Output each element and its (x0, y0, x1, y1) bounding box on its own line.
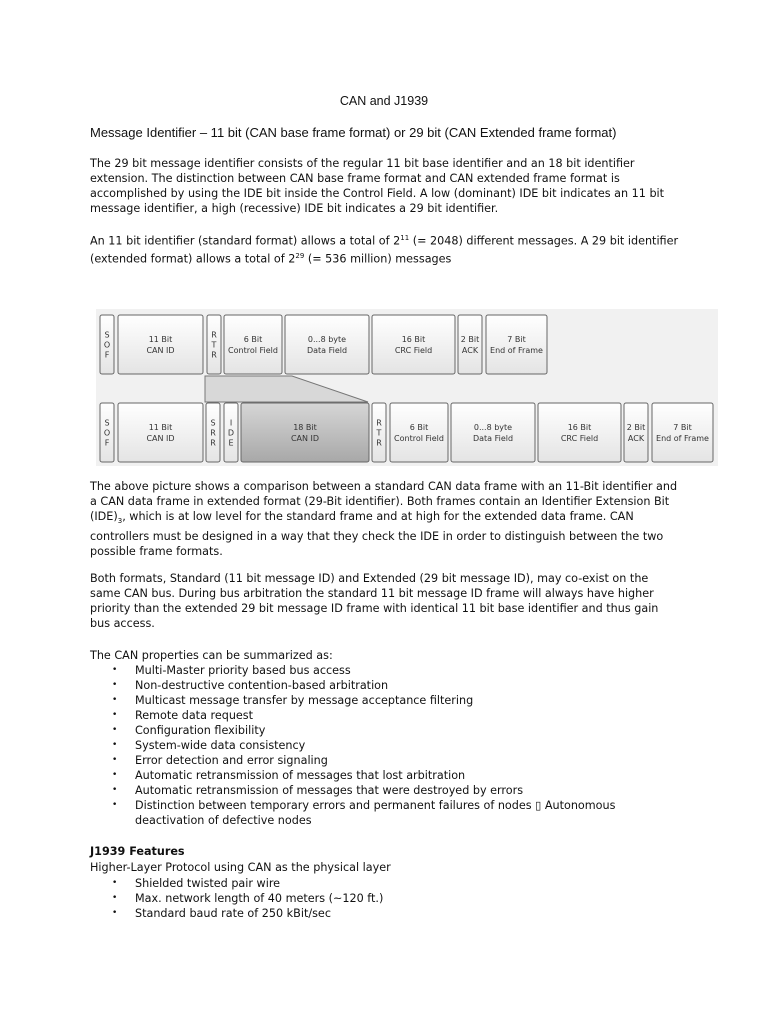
std-can-id-box-label: CAN ID (146, 346, 175, 355)
ext-crc-field-box (538, 403, 621, 462)
superscript: 29 (295, 251, 305, 260)
std-sof-box-label: O (103, 340, 111, 350)
subscript: 3 (117, 517, 123, 526)
ext-crc-field-box-label: 16 Bit (567, 423, 592, 432)
std-eof-box-label: 7 Bit (507, 335, 526, 344)
list-item: • Multi-Master priority based bus access (90, 663, 650, 678)
can-frame-diagram (0, 0, 768, 470)
text: (= 2048) different messages. A 29 bit identifier (extended format) allows a total of 2 (90, 234, 679, 266)
ext-rtr-box-label: R (376, 438, 382, 448)
ext-18bit-can-id-box-label: CAN ID (290, 434, 320, 443)
std-crc-field-box-label: 16 Bit (401, 335, 426, 344)
ext-ack-box-label: ACK (627, 434, 645, 443)
ext-rtr-box-label: R (376, 418, 382, 428)
list-item: • Error detection and error signaling (90, 753, 650, 768)
ext-data-field-box-label: Data Field (472, 434, 514, 443)
std-sof-box-label: F (104, 350, 110, 360)
ext-sof-box-label: F (104, 438, 110, 448)
ext-eof-box-label: End of Frame (656, 434, 709, 443)
paragraph-identifier-text: The 29 bit message identifier consists of the regular 11 bit base identifier and an 18 bit identifier extension. The distinction between CAN base frame format and CAN extended frame format is accomplished by using the IDE bit inside the Control Field. A low (dominant) IDE bit indicates an 11 bit message identifier, a high (recessive) IDE bit indicates a 29 bit identifier. (90, 157, 665, 215)
std-control-field-box-label: 6 Bit (243, 335, 263, 344)
std-crc-field-box (372, 315, 455, 374)
list-item: • Multicast message transfer by message acceptance filtering (90, 693, 650, 708)
ext-crc-field-box-label: CRC Field (560, 434, 599, 443)
std-rtr-box-label: R (211, 330, 217, 340)
ext-srr-box-label: R (210, 438, 216, 448)
ext-ide-box-label: D (227, 428, 235, 438)
paragraph-coexistence (90, 571, 680, 631)
list-item: • Non-destructive contention-based arbitration (90, 678, 650, 693)
ext-sof-box-label: O (103, 428, 111, 438)
std-eof-box-label: End of Frame (490, 346, 543, 355)
paragraph-frame-comparison (90, 479, 680, 559)
ext-can-id-box-label: CAN ID (146, 434, 175, 443)
list-item: • Automatic retransmission of messages that were destroyed by errors (90, 783, 650, 798)
std-data-field-box-label: Data Field (306, 346, 348, 355)
ext-can-id-box-label: 11 Bit (148, 423, 173, 432)
std-can-id-box-label: 11 Bit (148, 335, 173, 344)
text: (= 536 million) messages (304, 252, 452, 266)
ext-sof-box-label: S (104, 418, 110, 428)
ext-can-id-box (118, 403, 203, 462)
superscript: 11 (400, 234, 410, 242)
ext-ack-box-label: 2 Bit (626, 423, 646, 432)
ext-data-field-box (451, 403, 535, 462)
std-data-field-box-label: 0...8 byte (307, 335, 347, 344)
std-eof-box (486, 315, 547, 374)
j1939-features-list (90, 876, 650, 921)
list-item: • Configuration flexibility (90, 723, 650, 738)
paragraph-properties-intro-text: The CAN properties can be summarized as: (90, 649, 333, 662)
std-sof-box-label: S (104, 330, 110, 340)
ext-eof-box-label: 7 Bit (673, 423, 692, 432)
text: An 11 bit identifier (standard format) allows a total of 2 (90, 234, 401, 248)
ext-18bit-can-id-box-label: 18 Bit (293, 423, 317, 432)
std-control-field-box-label: Control Field (228, 346, 278, 355)
list-item: • Standard baud rate of 250 kBit/sec (90, 906, 650, 921)
std-ack-box (458, 315, 482, 374)
list-item: • Max. network length of 40 meters (~120 ft.) (90, 891, 650, 906)
ext-control-field-box-label: 6 Bit (409, 423, 429, 432)
std-rtr-box-label: R (211, 350, 217, 360)
ext-ide-box-label: I (229, 418, 233, 428)
ext-control-field-box (390, 403, 448, 462)
ext-ide-box-label: E (228, 438, 234, 448)
ext-rtr-box-label: T (376, 428, 382, 438)
ext-18bit-can-id-box (241, 403, 369, 462)
j1939-intro: Higher-Layer Protocol using CAN as the physical layer (90, 861, 391, 874)
section-subtitle: Message Identifier – 11 bit (CAN base frame format) or 29 bit (CAN Extended frame format) (90, 125, 617, 140)
list-item: • Automatic retransmission of messages that lost arbitration (90, 768, 650, 783)
ext-ack-box (624, 403, 648, 462)
can-properties-list (90, 663, 650, 828)
ext-control-field-box-label: Control Field (394, 434, 444, 443)
j1939-heading: J1939 Features (90, 845, 185, 858)
text: The above picture shows a comparison between a standard CAN data frame with an 11-Bit identifier and a CAN data frame in extended format (29-Bit identifier). Both frames contain an Identifier Extension Bit (IDE) (90, 480, 678, 523)
list-item: • Distinction between temporary errors and permanent failures of nodes ▯ Autonomous deactivation of defective nodes (90, 798, 650, 828)
std-crc-field-box-label: CRC Field (394, 346, 433, 355)
std-data-field-box (285, 315, 369, 374)
list-item: • Shielded twisted pair wire (90, 876, 650, 891)
paragraph-coexistence-text: Both formats, Standard (11 bit message ID) and Extended (29 bit message ID), may co-exist on the same CAN bus. During bus arbitration the standard 11 bit message ID frame will always have higher priority than the extended 29 bit message ID frame with identical 11 bit base identifier and thus gain bus access. (90, 572, 659, 630)
std-ack-box-label: ACK (461, 346, 479, 355)
ext-eof-box (652, 403, 713, 462)
text: , which is at low level for the standard frame and at high for the extended data frame. CAN controllers must be designed in a way that they check the IDE in order to distinguish between the two possible frame formats. (90, 510, 664, 559)
ext-srr-box-label: S (210, 418, 216, 428)
list-item: • System-wide data consistency (90, 738, 650, 753)
std-can-id-box (118, 315, 203, 374)
ext-srr-box-label: R (210, 428, 216, 438)
ext-data-field-box-label: 0...8 byte (473, 423, 513, 432)
std-control-field-box (224, 315, 282, 374)
paragraph-properties-intro (90, 648, 680, 663)
list-item: • Remote data request (90, 708, 650, 723)
std-rtr-box-label: T (211, 340, 217, 350)
page-title: CAN and J1939 (339, 94, 429, 108)
std-ack-box-label: 2 Bit (460, 335, 480, 344)
